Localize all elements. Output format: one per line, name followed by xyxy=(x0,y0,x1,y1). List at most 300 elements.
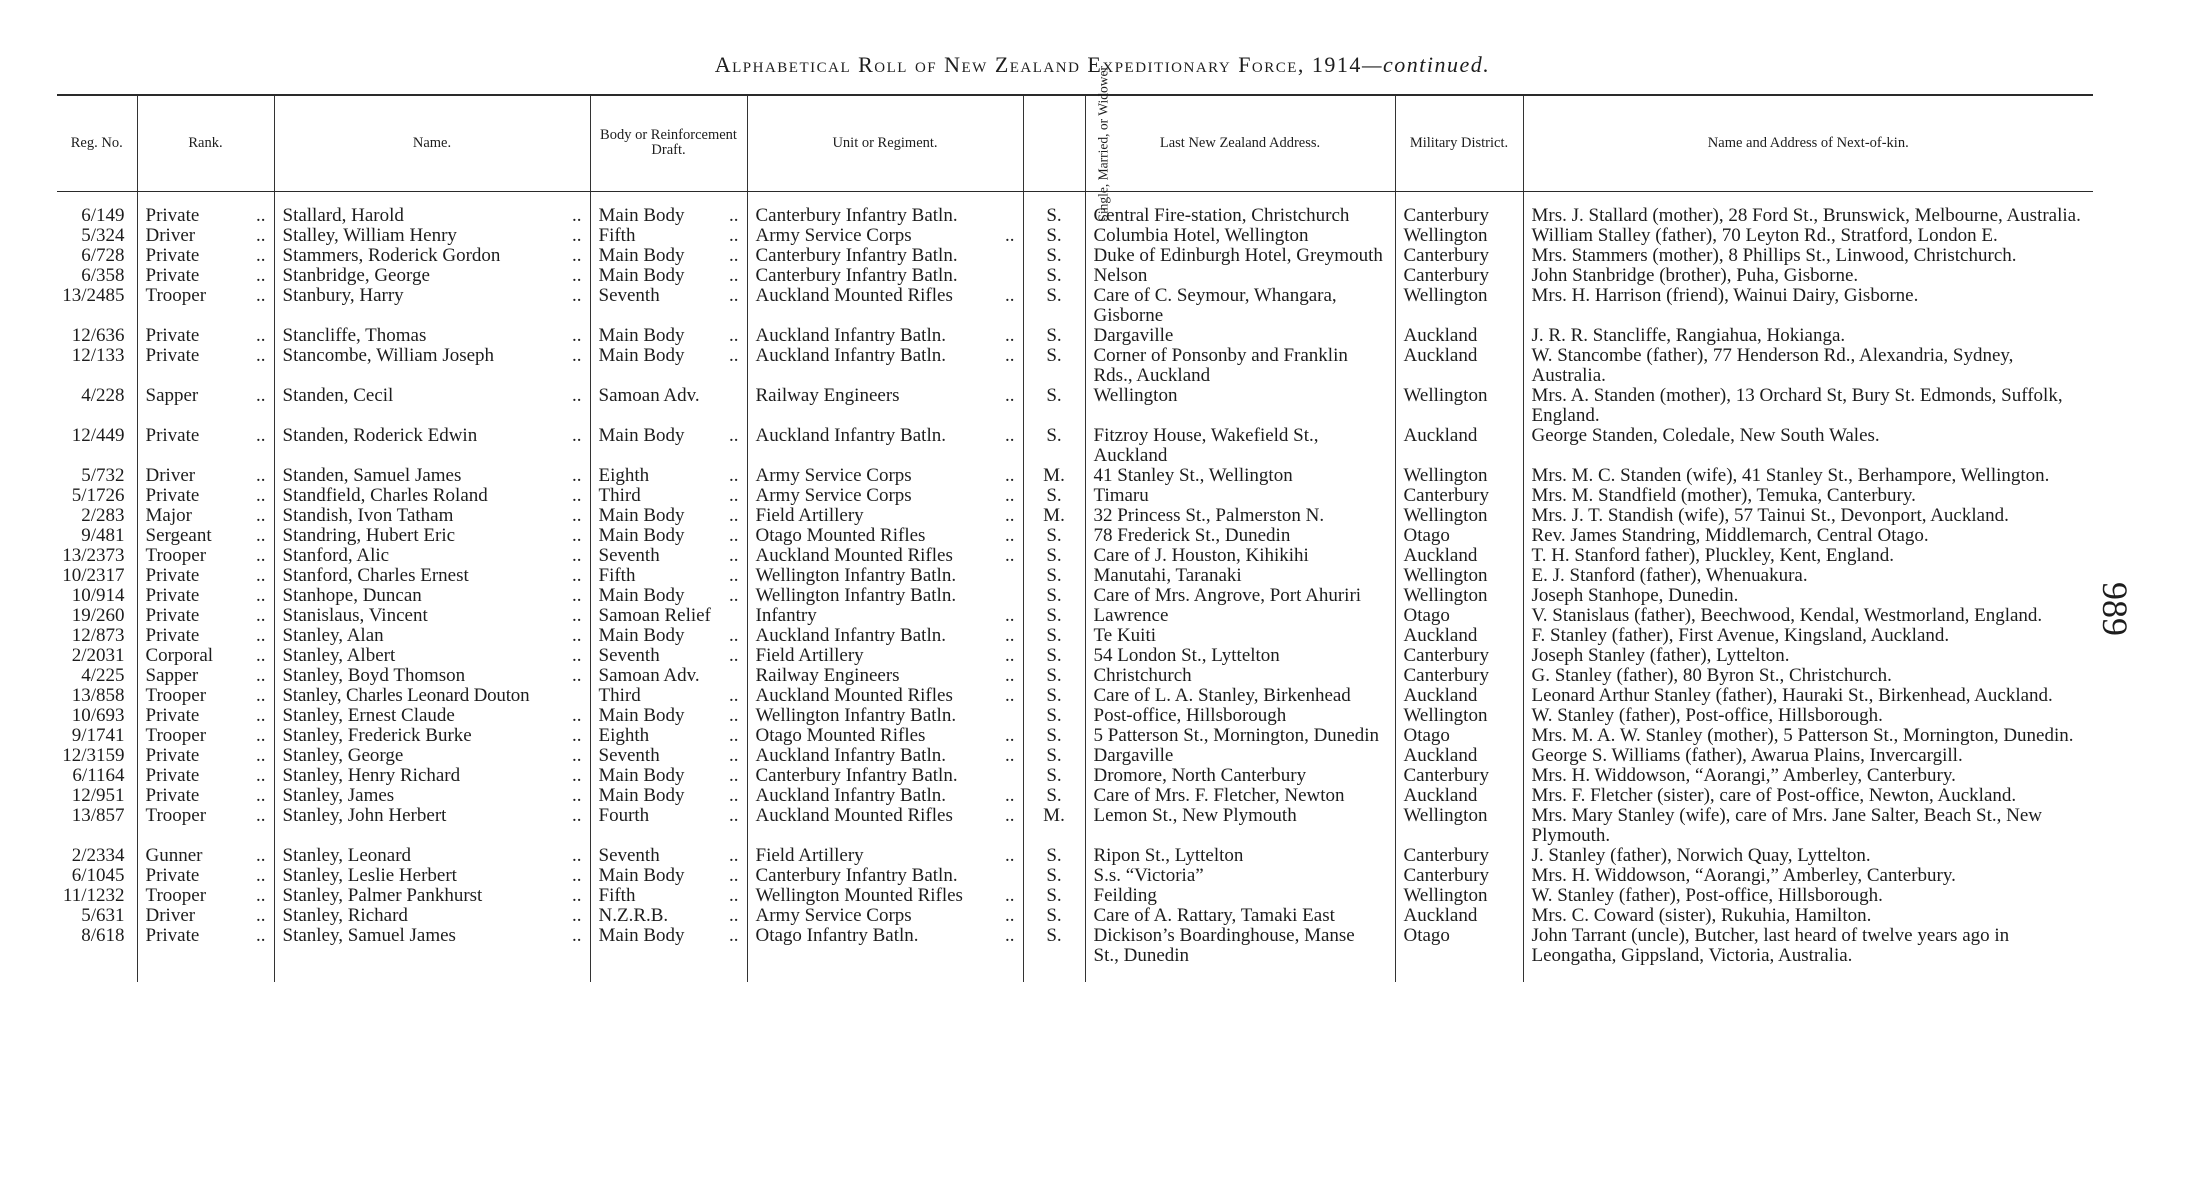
unit-cell: Army Service Corps .. xyxy=(747,226,1023,246)
unit-cell: Otago Mounted Rifles .. xyxy=(747,526,1023,546)
next-of-kin-cell: F. Stanley (father), First Avenue, Kingsland, Auckland. xyxy=(1523,626,2093,646)
district-cell: Wellington xyxy=(1395,506,1523,526)
address-cell: Manutahi, Taranaki xyxy=(1085,566,1395,586)
reg-no-cell: 12/873 xyxy=(71,625,125,646)
next-of-kin-cell: George Standen, Coledale, New South Wales. xyxy=(1523,426,2093,466)
unit-cell: Otago Mounted Rifles .. xyxy=(747,726,1023,746)
unit-cell: Railway Engineers .. xyxy=(747,386,1023,426)
rank-cell: Sapper .. xyxy=(137,666,274,686)
status-cell: M. xyxy=(1023,806,1085,846)
rank-cell: Driver .. xyxy=(137,906,274,926)
name-cell: Standen, Roderick Edwin .. xyxy=(274,426,590,466)
district-cell: Canterbury xyxy=(1395,846,1523,866)
district-cell: Canterbury xyxy=(1395,266,1523,286)
reg-no-cell: 6/149 xyxy=(81,205,125,226)
name-cell: Stanbury, Harry .. xyxy=(274,286,590,326)
district-cell: Wellington xyxy=(1395,886,1523,906)
reg-no-cell: 19/260 xyxy=(71,605,125,626)
unit-cell: Army Service Corps .. xyxy=(747,466,1023,486)
district-cell: Canterbury xyxy=(1395,866,1523,886)
unit-cell: Infantry .. xyxy=(747,606,1023,626)
status-cell: S. xyxy=(1023,566,1085,586)
body-draft-cell: Samoan Adv. xyxy=(590,386,747,426)
rank-cell: Corporal .. xyxy=(137,646,274,666)
next-of-kin-cell: Mrs. J. T. Standish (wife), 57 Tainui St., Devonport, Auckland. xyxy=(1523,506,2093,526)
rank-cell: Private .. xyxy=(137,486,274,506)
name-cell: Standfield, Charles Roland .. xyxy=(274,486,590,506)
address-cell: 32 Princess St., Palmerston N. xyxy=(1085,506,1395,526)
unit-cell: Wellington Mounted Rifles .. xyxy=(747,886,1023,906)
body-draft-cell: Main Body .. xyxy=(590,206,747,226)
name-cell: Stanley, James .. xyxy=(274,786,590,806)
page-title-main: Alphabetical Roll of New Zealand Expeditionary Force, 1914 xyxy=(714,52,1362,77)
reg-no-cell: 2/283 xyxy=(81,505,125,526)
status-cell: S. xyxy=(1023,706,1085,726)
next-of-kin-cell: T. H. Stanford father), Pluckley, Kent, England. xyxy=(1523,546,2093,566)
address-cell: Lemon St., New Plymouth xyxy=(1085,806,1395,846)
rank-cell: Gunner .. xyxy=(137,846,274,866)
name-cell: Standish, Ivon Tatham .. xyxy=(274,506,590,526)
body-draft-cell: Samoan Relief xyxy=(590,606,747,626)
district-cell: Auckland xyxy=(1395,786,1523,806)
rank-cell: Private .. xyxy=(137,266,274,286)
name-cell: Stanley, Palmer Pankhurst .. xyxy=(274,886,590,906)
next-of-kin-cell: Mrs. M. C. Standen (wife), 41 Stanley St., Berhampore, Wellington. xyxy=(1523,466,2093,486)
district-cell: Auckland xyxy=(1395,346,1523,386)
table-row xyxy=(57,746,2093,766)
next-of-kin-cell: Leonard Arthur Stanley (father), Hauraki St., Birkenhead, Auckland. xyxy=(1523,686,2093,706)
rank-cell: Private .. xyxy=(137,866,274,886)
address-cell: Fitzroy House, Wakefield St., Auckland xyxy=(1085,426,1395,466)
address-cell: Columbia Hotel, Wellington xyxy=(1085,226,1395,246)
body-draft-cell: Fourth .. xyxy=(590,806,747,846)
unit-cell: Auckland Infantry Batln. .. xyxy=(747,626,1023,646)
unit-cell: Canterbury Infantry Batln. xyxy=(747,766,1023,786)
name-cell: Stanley, Samuel James .. xyxy=(274,926,590,982)
table-row xyxy=(57,586,2093,606)
district-cell: Wellington xyxy=(1395,466,1523,486)
reg-no-cell: 10/914 xyxy=(71,585,125,606)
reg-no-cell: 9/481 xyxy=(81,525,125,546)
rank-cell: Private .. xyxy=(137,326,274,346)
address-cell: Te Kuiti xyxy=(1085,626,1395,646)
name-cell: Stanford, Alic .. xyxy=(274,546,590,566)
body-draft-cell: Fifth .. xyxy=(590,566,747,586)
name-cell: Stanley, Charles Leonard Douton xyxy=(274,686,590,706)
rank-cell: Trooper .. xyxy=(137,726,274,746)
district-cell: Canterbury xyxy=(1395,486,1523,506)
status-cell: S. xyxy=(1023,526,1085,546)
district-cell: Wellington xyxy=(1395,706,1523,726)
next-of-kin-cell: Mrs. A. Standen (mother), 13 Orchard St, Bury St. Edmonds, Suffolk, England. xyxy=(1523,386,2093,426)
unit-cell: Canterbury Infantry Batln. xyxy=(747,866,1023,886)
next-of-kin-cell: G. Stanley (father), 80 Byron St., Christchurch. xyxy=(1523,666,2093,686)
table-row xyxy=(57,546,2093,566)
table-row xyxy=(57,926,2093,982)
next-of-kin-cell: E. J. Stanford (father), Whenuakura. xyxy=(1523,566,2093,586)
table-row xyxy=(57,666,2093,686)
address-cell: S.s. “Victoria” xyxy=(1085,866,1395,886)
body-draft-cell: Main Body .. xyxy=(590,346,747,386)
next-of-kin-cell: Joseph Stanhope, Dunedin. xyxy=(1523,586,2093,606)
body-draft-cell: Main Body .. xyxy=(590,786,747,806)
body-draft-cell: Main Body .. xyxy=(590,866,747,886)
header-next-of-kin: Name and Address of Next-of-kin. xyxy=(1523,95,2093,191)
rank-cell: Private .. xyxy=(137,606,274,626)
next-of-kin-cell: J. Stanley (father), Norwich Quay, Lyttelton. xyxy=(1523,846,2093,866)
address-cell: Central Fire-station, Christchurch xyxy=(1085,206,1395,226)
table-row xyxy=(57,226,2093,246)
body-draft-cell: Seventh .. xyxy=(590,846,747,866)
district-cell: Otago xyxy=(1395,526,1523,546)
address-cell: 5 Patterson St., Mornington, Dunedin xyxy=(1085,726,1395,746)
name-cell: Stanley, John Herbert .. xyxy=(274,806,590,846)
district-cell: Otago xyxy=(1395,726,1523,746)
reg-no-cell: 13/2373 xyxy=(62,545,125,566)
unit-cell: Auckland Mounted Rifles .. xyxy=(747,806,1023,846)
next-of-kin-cell: Mrs. Stammers (mother), 8 Phillips St., Linwood, Christchurch. xyxy=(1523,246,2093,266)
reg-no-cell: 12/133 xyxy=(71,345,125,366)
rank-cell: Sapper .. xyxy=(137,386,274,426)
body-draft-cell: N.Z.R.B. .. xyxy=(590,906,747,926)
table-row xyxy=(57,886,2093,906)
next-of-kin-cell: Mrs. F. Fletcher (sister), care of Post-office, Newton, Auckland. xyxy=(1523,786,2093,806)
district-cell: Canterbury xyxy=(1395,766,1523,786)
unit-cell: Wellington Infantry Batln. xyxy=(747,586,1023,606)
unit-cell: Canterbury Infantry Batln. xyxy=(747,206,1023,226)
reg-no-cell: 13/858 xyxy=(71,685,125,706)
page-title-continued: —continued. xyxy=(1361,52,1491,77)
table-row xyxy=(57,806,2093,846)
next-of-kin-cell: Mrs. H. Harrison (friend), Wainui Dairy, Gisborne. xyxy=(1523,286,2093,326)
reg-no-cell: 6/1045 xyxy=(71,865,125,886)
name-cell: Standen, Samuel James .. xyxy=(274,466,590,486)
header-body-draft: Body or Reinforcement Draft. xyxy=(590,95,747,191)
unit-cell: Canterbury Infantry Batln. xyxy=(747,266,1023,286)
rank-cell: Private .. xyxy=(137,426,274,466)
unit-cell: Field Artillery .. xyxy=(747,506,1023,526)
address-cell: Care of Mrs. Angrove, Port Ahuriri xyxy=(1085,586,1395,606)
next-of-kin-cell: Mrs. H. Widdowson, “Aorangi,” Amberley, Canterbury. xyxy=(1523,866,2093,886)
body-draft-cell: Samoan Adv. xyxy=(590,666,747,686)
status-cell: S. xyxy=(1023,766,1085,786)
table-row xyxy=(57,246,2093,266)
next-of-kin-cell: Mrs. J. Stallard (mother), 28 Ford St., Brunswick, Melbourne, Australia. xyxy=(1523,206,2093,226)
reg-no-cell: 12/3159 xyxy=(62,745,125,766)
reg-no-cell: 13/2485 xyxy=(62,285,125,306)
district-cell: Auckland xyxy=(1395,426,1523,466)
rank-cell: Private .. xyxy=(137,346,274,386)
next-of-kin-cell: John Tarrant (uncle), Butcher, last heard of twelve years ago in Leongatha, Gippsland, Victoria, Australia. xyxy=(1523,926,2093,982)
name-cell: Stanley, Alan .. xyxy=(274,626,590,646)
status-cell: S. xyxy=(1023,906,1085,926)
address-cell: Dromore, North Canterbury xyxy=(1085,766,1395,786)
next-of-kin-cell: W. Stancombe (father), 77 Henderson Rd., Alexandria, Sydney, Australia. xyxy=(1523,346,2093,386)
district-cell: Wellington xyxy=(1395,226,1523,246)
status-cell: S. xyxy=(1023,546,1085,566)
body-draft-cell: Eighth .. xyxy=(590,726,747,746)
status-cell: S. xyxy=(1023,726,1085,746)
rank-cell: Major .. xyxy=(137,506,274,526)
reg-no-cell: 5/631 xyxy=(81,905,125,926)
name-cell: Stanley, Ernest Claude .. xyxy=(274,706,590,726)
reg-no-cell: 13/857 xyxy=(71,805,125,826)
body-draft-cell: Fifth .. xyxy=(590,226,747,246)
status-cell: S. xyxy=(1023,606,1085,626)
table-row xyxy=(57,766,2093,786)
next-of-kin-cell: W. Stanley (father), Post-office, Hillsborough. xyxy=(1523,706,2093,726)
address-cell: Care of Mrs. F. Fletcher, Newton xyxy=(1085,786,1395,806)
reg-no-cell: 6/728 xyxy=(81,245,125,266)
address-cell: Post-office, Hillsborough xyxy=(1085,706,1395,726)
status-cell: S. xyxy=(1023,646,1085,666)
name-cell: Stanley, Richard .. xyxy=(274,906,590,926)
district-cell: Wellington xyxy=(1395,286,1523,326)
header-reg-no: Reg. No. xyxy=(57,95,137,191)
address-cell: Care of L. A. Stanley, Birkenhead xyxy=(1085,686,1395,706)
next-of-kin-cell: Joseph Stanley (father), Lyttelton. xyxy=(1523,646,2093,666)
name-cell: Stanley, Frederick Burke .. xyxy=(274,726,590,746)
reg-no-cell: 8/618 xyxy=(81,925,125,946)
reg-no-cell: 6/1164 xyxy=(72,765,125,786)
name-cell: Stanley, Leslie Herbert .. xyxy=(274,866,590,886)
reg-no-cell: 6/358 xyxy=(81,265,125,286)
reg-no-cell: 5/324 xyxy=(81,225,125,246)
status-cell: S. xyxy=(1023,846,1085,866)
district-cell: Otago xyxy=(1395,606,1523,626)
name-cell: Stammers, Roderick Gordon .. xyxy=(274,246,590,266)
rank-cell: Private .. xyxy=(137,586,274,606)
status-cell: S. xyxy=(1023,886,1085,906)
body-draft-cell: Main Body .. xyxy=(590,706,747,726)
address-cell: Lawrence xyxy=(1085,606,1395,626)
spacer-row xyxy=(57,191,2093,206)
table-row xyxy=(57,686,2093,706)
reg-no-cell: 10/693 xyxy=(71,705,125,726)
rank-cell: Trooper .. xyxy=(137,286,274,326)
header-unit: Unit or Regiment. xyxy=(747,95,1023,191)
address-cell: Ripon St., Lyttelton xyxy=(1085,846,1395,866)
table-row xyxy=(57,346,2093,386)
address-cell: Feilding xyxy=(1085,886,1395,906)
name-cell: Stanley, Albert .. xyxy=(274,646,590,666)
next-of-kin-cell: V. Stanislaus (father), Beechwood, Kendal, Westmorland, England. xyxy=(1523,606,2093,626)
rank-cell: Private .. xyxy=(137,706,274,726)
rank-cell: Trooper .. xyxy=(137,806,274,846)
status-cell: S. xyxy=(1023,246,1085,266)
table-row xyxy=(57,486,2093,506)
unit-cell: Army Service Corps .. xyxy=(747,486,1023,506)
header-rank: Rank. xyxy=(137,95,274,191)
table-row xyxy=(57,466,2093,486)
unit-cell: Auckland Infantry Batln. .. xyxy=(747,326,1023,346)
address-cell: 78 Frederick St., Dunedin xyxy=(1085,526,1395,546)
rank-cell: Private .. xyxy=(137,626,274,646)
reg-no-cell: 12/951 xyxy=(71,785,125,806)
table-row xyxy=(57,266,2093,286)
reg-no-cell: 2/2031 xyxy=(71,645,125,666)
unit-cell: Field Artillery .. xyxy=(747,646,1023,666)
next-of-kin-cell: William Stalley (father), 70 Leyton Rd., Stratford, London E. xyxy=(1523,226,2093,246)
address-cell: Timaru xyxy=(1085,486,1395,506)
unit-cell: Auckland Mounted Rifles .. xyxy=(747,546,1023,566)
status-cell: S. xyxy=(1023,626,1085,646)
status-cell: S. xyxy=(1023,586,1085,606)
body-draft-cell: Main Body .. xyxy=(590,426,747,466)
unit-cell: Field Artillery .. xyxy=(747,846,1023,866)
rank-cell: Private .. xyxy=(137,746,274,766)
next-of-kin-cell: W. Stanley (father), Post-office, Hillsborough. xyxy=(1523,886,2093,906)
rank-cell: Private .. xyxy=(137,926,274,982)
table-row xyxy=(57,846,2093,866)
name-cell: Stanford, Charles Ernest .. xyxy=(274,566,590,586)
body-draft-cell: Eighth .. xyxy=(590,466,747,486)
name-cell: Stancliffe, Thomas .. xyxy=(274,326,590,346)
unit-cell: Auckland Infantry Batln. .. xyxy=(747,746,1023,766)
name-cell: Standring, Hubert Eric .. xyxy=(274,526,590,546)
rank-cell: Private .. xyxy=(137,766,274,786)
reg-no-cell: 5/1726 xyxy=(71,485,125,506)
status-cell: S. xyxy=(1023,266,1085,286)
status-cell: S. xyxy=(1023,866,1085,886)
unit-cell: Auckland Mounted Rifles .. xyxy=(747,686,1023,706)
name-cell: Stanley, Boyd Thomson .. xyxy=(274,666,590,686)
district-cell: Wellington xyxy=(1395,386,1523,426)
address-cell: Christchurch xyxy=(1085,666,1395,686)
table-row xyxy=(57,606,2093,626)
header-row xyxy=(57,95,2093,191)
reg-no-cell: 11/1232 xyxy=(62,885,125,906)
address-cell: Dargaville xyxy=(1085,746,1395,766)
district-cell: Auckland xyxy=(1395,906,1523,926)
page-number: 989 xyxy=(2095,582,2135,636)
body-draft-cell: Fifth .. xyxy=(590,886,747,906)
table-row xyxy=(57,566,2093,586)
rank-cell: Trooper .. xyxy=(137,686,274,706)
status-cell: S. xyxy=(1023,206,1085,226)
next-of-kin-cell: George S. Williams (father), Awarua Plains, Invercargill. xyxy=(1523,746,2093,766)
body-draft-cell: Third .. xyxy=(590,486,747,506)
rank-cell: Private .. xyxy=(137,786,274,806)
body-draft-cell: Seventh .. xyxy=(590,286,747,326)
district-cell: Wellington xyxy=(1395,566,1523,586)
district-cell: Canterbury xyxy=(1395,646,1523,666)
rank-cell: Private .. xyxy=(137,206,274,226)
address-cell: Nelson xyxy=(1085,266,1395,286)
status-cell: S. xyxy=(1023,286,1085,326)
name-cell: Stanhope, Duncan .. xyxy=(274,586,590,606)
name-cell: Stanley, Henry Richard .. xyxy=(274,766,590,786)
status-cell: S. xyxy=(1023,926,1085,982)
name-cell: Stancombe, William Joseph .. xyxy=(274,346,590,386)
name-cell: Stallard, Harold .. xyxy=(274,206,590,226)
address-cell: Care of A. Rattary, Tamaki East xyxy=(1085,906,1395,926)
body-draft-cell: Main Body .. xyxy=(590,766,747,786)
next-of-kin-cell: Mrs. C. Coward (sister), Rukuhia, Hamilton. xyxy=(1523,906,2093,926)
district-cell: Auckland xyxy=(1395,626,1523,646)
body-draft-cell: Main Body .. xyxy=(590,266,747,286)
district-cell: Otago xyxy=(1395,926,1523,982)
table-row xyxy=(57,866,2093,886)
body-draft-cell: Third .. xyxy=(590,686,747,706)
status-cell: S. xyxy=(1023,326,1085,346)
reg-no-cell: 10/2317 xyxy=(62,565,125,586)
next-of-kin-cell: John Stanbridge (brother), Puha, Gisborne. xyxy=(1523,266,2093,286)
body-draft-cell: Main Body .. xyxy=(590,246,747,266)
address-cell: Wellington xyxy=(1085,386,1395,426)
table-row xyxy=(57,706,2093,726)
unit-cell: Railway Engineers .. xyxy=(747,666,1023,686)
unit-cell: Auckland Infantry Batln. .. xyxy=(747,346,1023,386)
table-row xyxy=(57,786,2093,806)
table-row xyxy=(57,426,2093,466)
next-of-kin-cell: Mrs. Mary Stanley (wife), care of Mrs. Jane Salter, Beach St., New Plymouth. xyxy=(1523,806,2093,846)
reg-no-cell: 9/1741 xyxy=(71,725,125,746)
rank-cell: Driver .. xyxy=(137,226,274,246)
status-cell: S. xyxy=(1023,786,1085,806)
unit-cell: Wellington Infantry Batln. xyxy=(747,566,1023,586)
name-cell: Stanislaus, Vincent .. xyxy=(274,606,590,626)
name-cell: Stanley, George .. xyxy=(274,746,590,766)
name-cell: Stanbridge, George .. xyxy=(274,266,590,286)
table-row xyxy=(57,206,2093,226)
header-status xyxy=(1023,63,1111,222)
header-status-label: Single, Married, or Widower. xyxy=(1095,63,1111,222)
status-cell: M. xyxy=(1023,466,1085,486)
table-row xyxy=(57,626,2093,646)
unit-cell: Army Service Corps .. xyxy=(747,906,1023,926)
unit-cell: Auckland Infantry Batln. .. xyxy=(747,786,1023,806)
body-draft-cell: Seventh .. xyxy=(590,746,747,766)
roll-body xyxy=(57,191,2093,982)
address-cell: Dargaville xyxy=(1085,326,1395,346)
address-cell: 54 London St., Lyttelton xyxy=(1085,646,1395,666)
name-cell: Stanley, Leonard .. xyxy=(274,846,590,866)
address-cell: Corner of Ponsonby and Franklin Rds., Auckland xyxy=(1085,346,1395,386)
next-of-kin-cell: Mrs. M. A. W. Stanley (mother), 5 Patterson St., Mornington, Dunedin. xyxy=(1523,726,2093,746)
body-draft-cell: Seventh .. xyxy=(590,646,747,666)
table-row xyxy=(57,386,2093,426)
reg-no-cell: 5/732 xyxy=(81,465,125,486)
status-cell: S. xyxy=(1023,746,1085,766)
header-address: Last New Zealand Address. xyxy=(1085,95,1395,191)
unit-cell: Wellington Infantry Batln. xyxy=(747,706,1023,726)
unit-cell: Otago Infantry Batln. .. xyxy=(747,926,1023,982)
district-cell: Wellington xyxy=(1395,586,1523,606)
rank-cell: Driver .. xyxy=(137,466,274,486)
status-cell: S. xyxy=(1023,686,1085,706)
status-cell: S. xyxy=(1023,226,1085,246)
table-row xyxy=(57,646,2093,666)
table-row xyxy=(57,286,2093,326)
unit-cell: Canterbury Infantry Batln. xyxy=(747,246,1023,266)
rank-cell: Sergeant .. xyxy=(137,526,274,546)
status-cell: M. xyxy=(1023,506,1085,526)
district-cell: Canterbury xyxy=(1395,246,1523,266)
address-cell: Duke of Edinburgh Hotel, Greymouth xyxy=(1085,246,1395,266)
next-of-kin-cell: Mrs. H. Widdowson, “Aorangi,” Amberley, Canterbury. xyxy=(1523,766,2093,786)
header-district: Military District. xyxy=(1395,95,1523,191)
name-cell: Standen, Cecil .. xyxy=(274,386,590,426)
district-cell: Auckland xyxy=(1395,546,1523,566)
rank-cell: Trooper .. xyxy=(137,546,274,566)
district-cell: Auckland xyxy=(1395,326,1523,346)
unit-cell: Auckland Infantry Batln. .. xyxy=(747,426,1023,466)
body-draft-cell: Seventh .. xyxy=(590,546,747,566)
table-row xyxy=(57,506,2093,526)
status-cell: S. xyxy=(1023,346,1085,386)
header-name: Name. xyxy=(274,95,590,191)
